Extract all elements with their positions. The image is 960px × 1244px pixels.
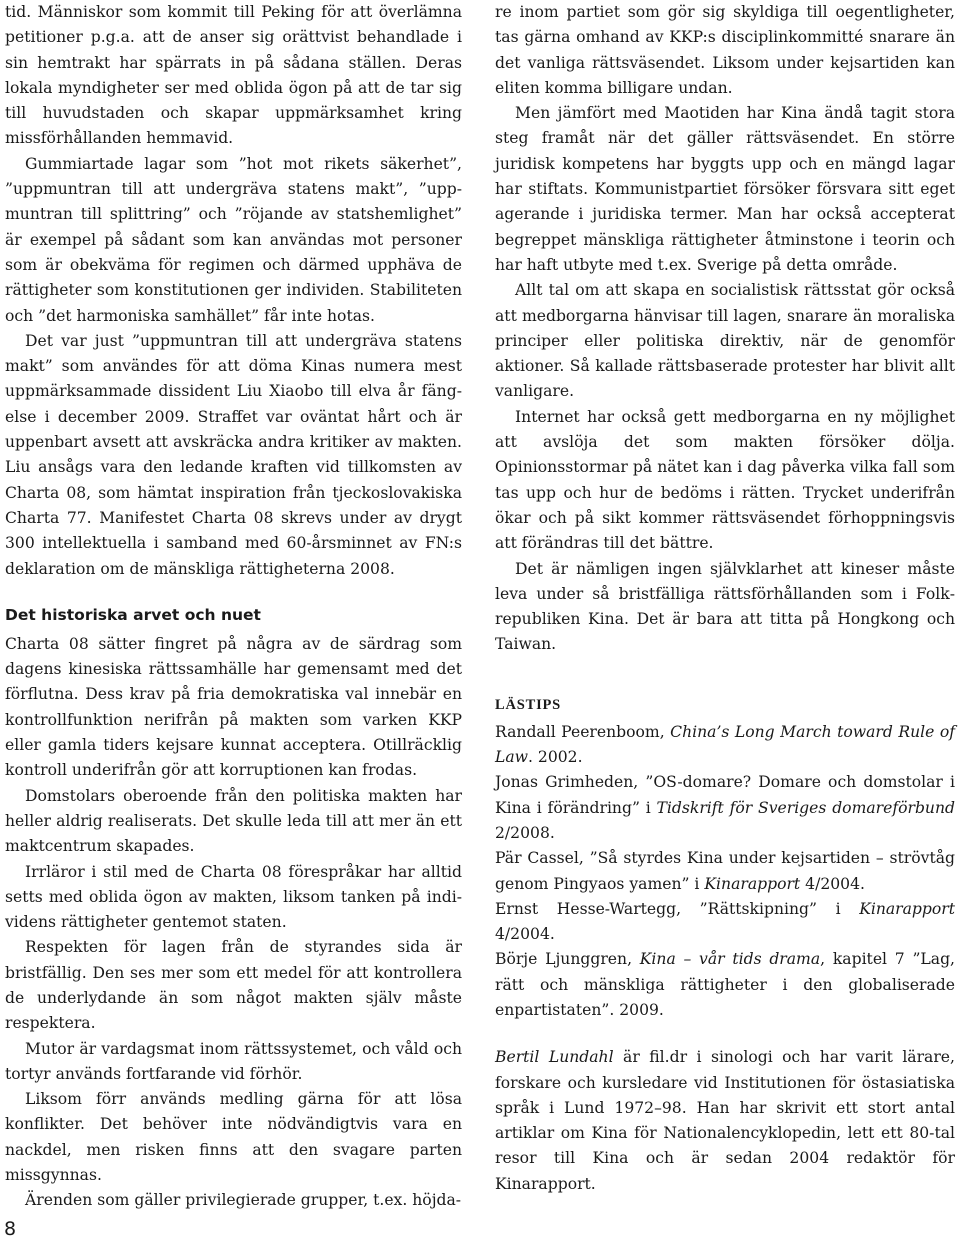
paragraph: Ärenden som gäller privilegierade grupper, t.ex. höjda-: [25, 1191, 462, 1210]
author-bio: Bertil Lundahl är fil.dr i sinologi och har varit lärare, forskare och kursledare vid Institutionen för östasiatiska språk i Lund 1972–98. Han har skrivit ett stort antal artiklar om Kina för Nationalencyklopedin, lett ett 80-tal resor till Kina och är sedan 2004 redaktör för Kinarapport.: [495, 1048, 955, 1193]
paragraph: tid. Människor som kommit till Peking för att överlämna petitioner p.g.a. att de anser sig orättvist behandlade i sin hemtrakt har spärrats in på sådana ställen. Deras lokala myndigheter ser med oblida ögon på att de tar sig till huvudstaden och skapar uppmärksamhet kring missförhållanden hemmavid.: [5, 3, 462, 148]
left-column: [5, 0, 462, 1214]
paragraph: Det var just ”uppmuntran till att undergräva statens makt” som användes för att döma Kinas numera mest uppmärksammade dissident Liu Xiaobo till elva år fängelse i december 2009. Straffet var oväntat hårt och är uppenbart avsett att avskräcka andra kritiker av makten. Liu ansågs vara den ledande kraften vid tillkomsten av Charta 08, som hämtat inspiration från tjeckoslovakiska Charta 77. Manifestet Charta 08 skrevs under av drygt 300 intellektuella i samband med 60-årsminnet av FN:s deklaration om de mänskliga rättigheterna 2008.: [5, 331, 462, 578]
reference-item: Randall Peerenboom, China’s Long March toward Rule of Law. 2002.: [495, 722, 955, 767]
author-name: Bertil Lundahl: [495, 1048, 614, 1067]
paragraph: Internet har också gett medborgarna en ny möjlighet att avslöja det som makten försöker dölja. Opinionsstormar på nätet kan i dag påverka vilka fall som tas upp och hur de bedöms i rätten. Trycket underifrån ökar och på sikt kommer rättsväsendet förhoppningsvis att förändras till det bättre.: [495, 407, 955, 553]
section-heading: Det historiska arvet och nuet: [5, 605, 261, 624]
paragraph: Gummiartade lagar som ”hot mot rikets säkerhet”, ”uppmuntran till att undergräva statens makt”, ”uppmuntran till splittring” och ”röjande av statshemlighet” är exempel på sådant som kan användas mot personer som är obekväma för regimen och därmed upphäva de rättigheter som konstitutionen ger individen. Stabiliteten och ”det harmoniska samhället” får inte hotas.: [5, 154, 462, 325]
paragraph: Liksom förr används medling gärna för att lösa konflikter. Det behöver inte nödvändigtvis vara en nackdel, men risken finns att den svagare parten missgynnas.: [5, 1090, 462, 1185]
reference-item: Jonas Grimheden, ”OS-domare? Domare och domstolar i Kina i förändring” i Tidskrift för Sveriges domareförbund 2/2008.: [495, 773, 955, 842]
reading-tips-heading: LÄSTIPS: [495, 696, 562, 713]
paragraph: Det är nämligen ingen självklarhet att kineser måste leva under så bristfälliga rättsförhållanden som i Folkrepubliken Kina. Det är bara att titta på Hongkong och Taiwan.: [495, 559, 955, 654]
reference-item: Ernst Hesse-Wartegg, ”Rättskipning” i Kinarapport 4/2004.: [495, 899, 955, 944]
paragraph: Charta 08 sätter fingret på några av de särdrag som dagens kinesiska rättssamhälle har gemensamt med det förflutna. Dess krav på fria demokratiska val innebär en kontrollfunktion nerifrån på makten som varken KKP eller gamla tiders kejsare kunnat acceptera. Otillräcklig kontroll underifrån gör att korruptionen kan frodas.: [5, 634, 462, 780]
paragraph: re inom partiet som gör sig skyldiga till oegentligheter, tas gärna omhand av KKP:s disciplinkommitté snarare än det vanliga rättsväsendet. Liksom under kejsartiden kan eliten komma billigare undan.: [495, 3, 955, 97]
paragraph: Allt tal om att skapa en socialistisk rättsstat gör också att medborgarna hänvisar till lagen, snarare än moraliska principer eller politiska direktiv, när de genomför aktioner. Så kallade rättsbaserade protester har blivit allt vanligare.: [495, 281, 955, 401]
paragraph: Irrläror i stil med de Charta 08 förespråkar har alltid setts med oblida ögon av makten, liksom tanken på individens rättigheter gentemot staten.: [5, 862, 462, 932]
page-number: 8: [4, 1218, 17, 1240]
paragraph: Men jämfört med Maotiden har Kina ändå tagit stora steg framåt när det gäller rättsväsendet. En större juridisk kompetens har byggts upp och en mängd lagar har stiftats. Kommunistpartiet försöker försvara sitt eget agerande i juridiska termer. Man har också accepterat begreppet mänskliga rättigheter åtminstone i teorin och har haft utbyte med t.ex. Sverige på detta område.: [495, 104, 955, 274]
reference-item: Börje Ljunggren, Kina – vår tids drama, kapitel 7 ”Lag, rätt och mänskliga rättigheter i den globaliserade enpartistaten”. 2009.: [495, 950, 956, 1019]
paragraph: Domstolars oberoende från den politiska makten har heller aldrig realiserats. Det skulle leda till att mer än ett maktcentrum skapades.: [5, 786, 462, 856]
paragraph: Mutor är vardagsmat inom rättssystemet, och våld och tortyr används fortfarande vid förhör.: [5, 1039, 462, 1083]
right-column: [495, 0, 955, 1197]
paragraph: Respekten för lagen från de styrandes sida är bristfällig. Den ses mer som ett medel för att kontrollera de underlydande än som något makten själv måste respektera.: [5, 938, 462, 1033]
reference-item: Pär Cassel, ”Så styrdes Kina under kejsartiden – strövtåg genom Pingyaos yamen” i Kinarapport 4/2004.: [495, 849, 955, 893]
